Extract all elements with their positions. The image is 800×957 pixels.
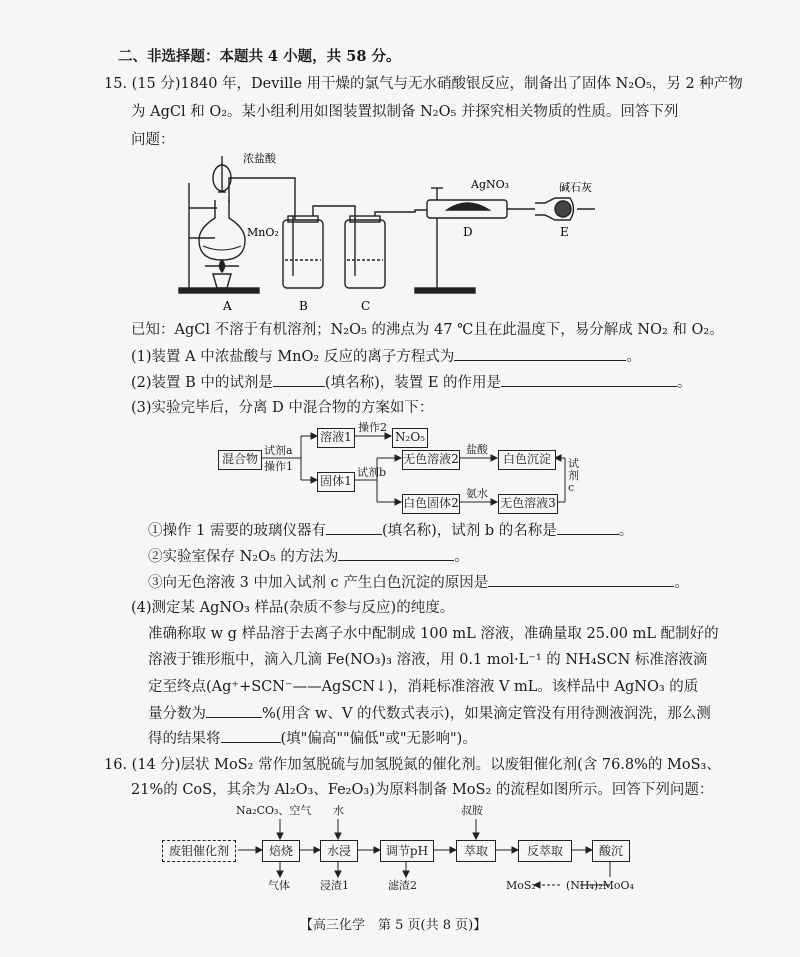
q15-s1-blank-2[interactable]: [557, 520, 619, 535]
process-step2: 水浸: [320, 840, 358, 862]
flow-solid1: 固体1: [317, 472, 355, 492]
q15-s2: ②实验室保存 N₂O₅ 的方法为 。: [148, 546, 469, 567]
q15-s3-blank[interactable]: [488, 572, 674, 587]
agno3-solid: [447, 203, 489, 210]
flow-mixture: 混合物: [218, 450, 262, 470]
q15-s1-blank-1[interactable]: [326, 520, 382, 535]
flow-colorless3: 无色溶液3: [498, 494, 558, 514]
q15-line3: 问题：: [131, 132, 175, 148]
process-output2: 浸渣1: [320, 879, 349, 892]
q15-p1: (1)装置 A 中浓盐酸与 MnO₂ 反应的离子方程式为 。: [131, 346, 641, 367]
flow-n2o5: N₂O₅: [392, 428, 428, 448]
round-flask: [199, 200, 245, 260]
process-input2: 水: [333, 804, 344, 817]
q15-p4-line3: 定至终点(Ag⁺+SCN⁻——AgSCN↓)，消耗标准溶液 V mL。该样品中 AgNO₃ 的质: [148, 679, 699, 695]
process-step4: 萃取: [456, 840, 496, 862]
q15-p4-line5-text-a: 得的结果将: [148, 731, 221, 747]
label-b: B: [299, 299, 308, 313]
q15-p4-line1: 准确称取 w g 样品溶于去离子水中配制成 100 mL 溶液，准确量取 25.00 mL 配制好的: [148, 626, 719, 642]
q15-p2-blank-2[interactable]: [501, 372, 677, 387]
label-a: A: [223, 299, 232, 313]
stand-base-a: [179, 288, 259, 293]
process-step3: 调节pH: [380, 840, 434, 862]
process-step1: 焙烧: [262, 840, 300, 862]
q15-p4-line4-text-a: 量分数为: [148, 706, 206, 722]
q16-line2: 21%的 CoS，其余为 Al₂O₃、Fe₂O₃)为原料制备 MoS₂ 的流程如图所示。回答下列问题：: [131, 782, 714, 798]
flow-hcl: 盐酸: [466, 443, 488, 456]
process-output1: 气体: [268, 879, 290, 892]
q15-p4-blank-1[interactable]: [206, 703, 262, 718]
flow-white-ppt: 白色沉淀: [498, 450, 556, 470]
section-heading: 二、非选择题：本题共 4 小题，共 58 分。: [118, 48, 401, 65]
q15-p4-line4-text-b: %(用含 w、V 的代数式表示)，如果滴定管没有用待测液润洗，那么测: [262, 706, 711, 722]
q15-p4-line5: [148, 728, 477, 749]
q15-p1-blank[interactable]: [454, 346, 626, 361]
process-output4: MoS₂: [506, 879, 536, 892]
q15-p4-blank-2[interactable]: [221, 728, 281, 743]
q15-s1-text-a: ①操作 1 需要的玻璃仪器有: [148, 523, 326, 539]
process-output3: 滤渣2: [388, 879, 417, 892]
q16-line1: 16. (14 分)层状 MoS₂ 常作加氢脱硫与加氢脱氮的催化剂。以废钼催化剂(含 76.8%的 MoS₃、: [104, 757, 721, 773]
flow-reagent-c: 试剂c: [568, 457, 579, 494]
label-d: D: [463, 225, 473, 239]
q15-known: 已知：AgCl 不溶于有机溶剂；N₂O₅ 的沸点为 47 ℃且在此温度下，易分解成 NO₂ 和 O₂。: [131, 322, 724, 338]
q15-p3: (3)实验完毕后，分离 D 中混合物的方案如下：: [131, 400, 434, 416]
label-agno3: AgNO₃: [471, 178, 510, 191]
label-hcl: 浓盐酸: [243, 152, 276, 165]
flow-reagent-a: 试剂a: [264, 444, 293, 457]
flow-reagent-b: 试剂b: [357, 466, 387, 479]
flow-colorless2: 无色溶液2: [402, 450, 460, 470]
process-step6: 酸沉: [592, 840, 630, 862]
q15-p2: (2)装置 B 中的试剂是 (填名称)，装置 E 的作用是 。: [131, 372, 692, 393]
q15-s3-text: ③向无色溶液 3 中加入试剂 c 产生白色沉淀的原因是: [148, 575, 489, 591]
tube-c-d: [375, 210, 427, 216]
q15-p4-line2: 溶液于锥形瓶中，滴入几滴 Fe(NO₃)₃ 溶液，用 0.1 mol·L⁻¹ 的 NH₄SCN 标准溶液滴: [148, 652, 708, 668]
q15-p2-text-b: (填名称)，装置 E 的作用是: [324, 375, 502, 391]
q15-p1-text: (1)装置 A 中浓盐酸与 MnO₂ 反应的离子方程式为: [131, 349, 455, 365]
q15-line1: 15. (15 分)1840 年，Deville 用干燥的氯气与无水硝酸银反应，制备出了固体 N₂O₅，另 2 种产物: [104, 76, 743, 92]
wash-bottle-b: [283, 220, 323, 288]
process-input3: 叔胺: [461, 804, 483, 817]
tube-a-b: [229, 178, 295, 220]
process-output5: (NH₄)₂MoO₄: [566, 879, 634, 892]
q15-p4-line4: [148, 703, 711, 724]
q15-p4: (4)测定某 AgNO₃ 样品(杂质不参与反应)的纯度。: [131, 600, 455, 616]
label-mno2: MnO₂: [247, 226, 279, 239]
q15-s1: ①操作 1 需要的玻璃仪器有 (填名称)，试剂 b 的名称是 。: [148, 520, 633, 541]
flow-op1: 操作1: [264, 460, 293, 473]
process-start: 废钼催化剂: [162, 840, 236, 862]
flow-op2: 操作2: [358, 421, 387, 434]
q15-p2-blank-1[interactable]: [273, 372, 325, 387]
apparatus-diagram: [175, 148, 615, 313]
page-footer: 【高三化学 第 5 页(共 8 页)】: [300, 918, 487, 933]
q15-s2-blank[interactable]: [338, 546, 454, 561]
label-e: E: [560, 225, 569, 239]
process-input1: Na₂CO₃、空气: [236, 804, 312, 817]
q15-p4-line5-text-b: (填"偏高""偏低"或"无影响")。: [280, 731, 477, 747]
label-c: C: [361, 299, 371, 313]
process-step5: 反萃取: [518, 840, 572, 862]
flow-ammonia: 氨水: [466, 487, 488, 500]
q15-p2-text-a: (2)装置 B 中的试剂是: [131, 375, 273, 391]
wash-bottle-c: [345, 220, 385, 288]
q15-line2: 为 AgCl 和 O₂。某小组利用如图装置拟制备 N₂O₅ 并探究相关物质的性质。回答下列: [131, 104, 679, 120]
alcohol-lamp: [213, 274, 231, 288]
flow-white-solid2: 白色固体2: [402, 494, 460, 514]
flow-solution1: 溶液1: [317, 428, 355, 448]
label-soda-lime: 碱石灰: [559, 181, 592, 194]
tube-b-c: [313, 206, 355, 220]
q15-s2-text: ②实验室保存 N₂O₅ 的方法为: [148, 549, 339, 565]
q15-s1-text-b: (填名称)，试剂 b 的名称是: [381, 523, 557, 539]
q15-s3: ③向无色溶液 3 中加入试剂 c 产生白色沉淀的原因是 。: [148, 572, 689, 593]
